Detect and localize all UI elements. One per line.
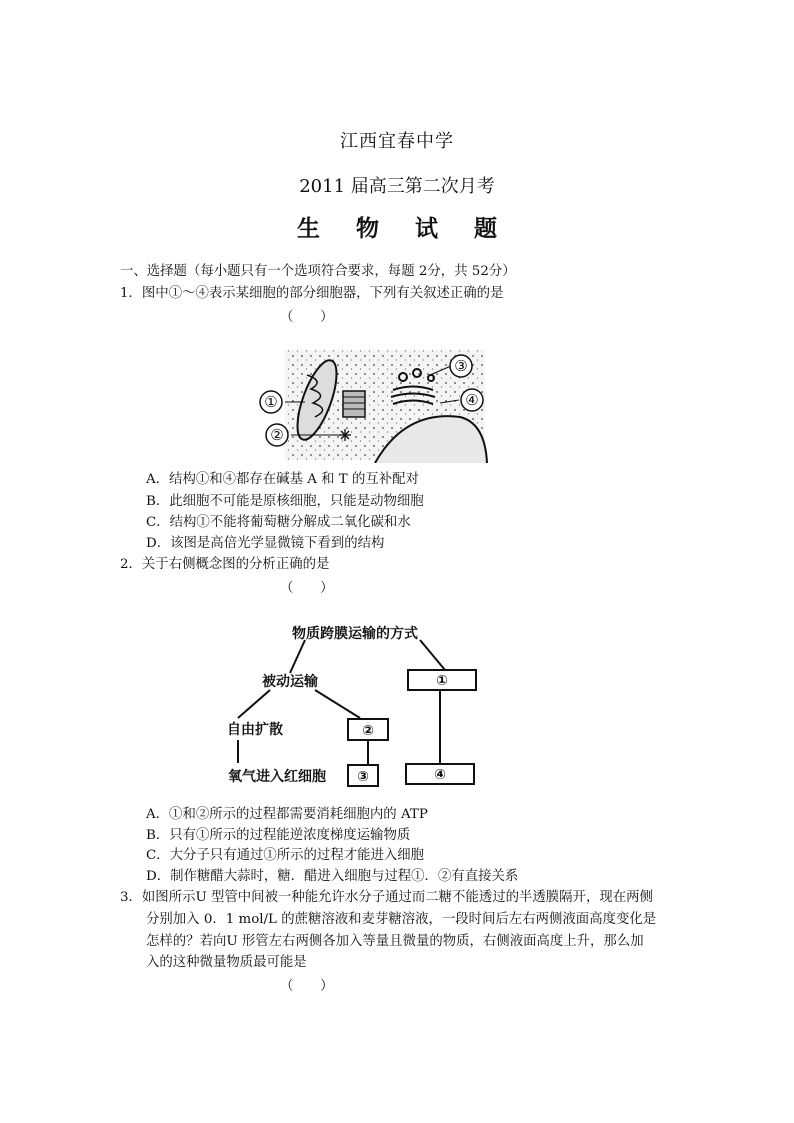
school-name: 江西宜春中学 xyxy=(340,131,454,152)
concept-passive-transport: 被动运输 xyxy=(262,674,318,690)
subject-title: 生 物 试 题 xyxy=(296,215,512,242)
q2-stem: 2．关于右侧概念图的分析正确的是 xyxy=(120,557,330,572)
section-heading: 一、选择题（每小题只有一个选项符合要求，每题 2分，共 52分） xyxy=(120,264,516,279)
q2-option-b: B．只有①所示的过程能逆浓度梯度运输物质 xyxy=(146,828,411,843)
q1-option-d: D．该图是高倍光学显微镜下看到的结构 xyxy=(146,536,385,551)
concept-box-3: ③ xyxy=(357,769,369,785)
figure-label-3: ③ xyxy=(454,357,468,375)
q2-answer-paren: （ ） xyxy=(280,581,334,596)
figure-label-1: ① xyxy=(264,393,278,411)
cell-organelle-figure xyxy=(255,345,490,463)
concept-box-4: ④ xyxy=(434,767,446,783)
figure-label-2: ② xyxy=(270,426,284,444)
concept-box-1: ① xyxy=(436,673,448,689)
q1-option-b: B．此细胞不可能是原核细胞，只能是动物细胞 xyxy=(146,494,424,509)
q3-stem-line-4: 入的这种微量物质最可能是 xyxy=(146,955,307,970)
concept-free-diffusion: 自由扩散 xyxy=(227,722,283,738)
q1-option-c: C．结构①不能将葡萄糖分解成二氧化碳和水 xyxy=(146,515,411,530)
concept-box-2: ② xyxy=(362,723,374,739)
q1-answer-paren: （ ） xyxy=(280,310,334,325)
exam-title: 2011 届高三第二次月考 xyxy=(299,176,495,197)
q2-option-c: C．大分子只有通过①所示的过程才能进入细胞 xyxy=(146,848,425,863)
q1-stem: 1．图中①～④表示某细胞的部分细胞器，下列有关叙述正确的是 xyxy=(120,286,504,301)
q3-stem-line-2: 分别加入 0．1 mol/L 的蔗糖溶液和麦芽糖溶液，一段时间后左右两侧液面高度变化是 xyxy=(146,912,657,927)
centriole-shape xyxy=(343,391,365,417)
figure-label-4: ④ xyxy=(465,391,479,409)
q3-answer-paren: （ ） xyxy=(280,979,334,994)
q2-option-d: D．制作糖醋大蒜时，糖．醋进入细胞与过程①．②有直接关系 xyxy=(146,869,519,884)
transport-concept-map xyxy=(210,618,500,793)
q3-stem-line-3: 怎样的？若向U 形管左右两侧各加入等量且微量的物质，右侧液面高度上升，那么加 xyxy=(146,934,644,949)
concept-root: 物质跨膜运输的方式 xyxy=(292,626,418,642)
q1-option-a: A．结构①和④都存在碱基 A 和 T 的互补配对 xyxy=(146,472,419,487)
q3-stem-line-1: 3．如图所示U 型管中间被一种能允许水分子通过而二糖不能透过的半透膜隔开，现在两侧 xyxy=(120,890,653,905)
q2-option-a: A．①和②所示的过程都需要消耗细胞内的 ATP xyxy=(146,807,428,822)
concept-oxygen-entry: 氧气进入红细胞 xyxy=(228,769,326,785)
